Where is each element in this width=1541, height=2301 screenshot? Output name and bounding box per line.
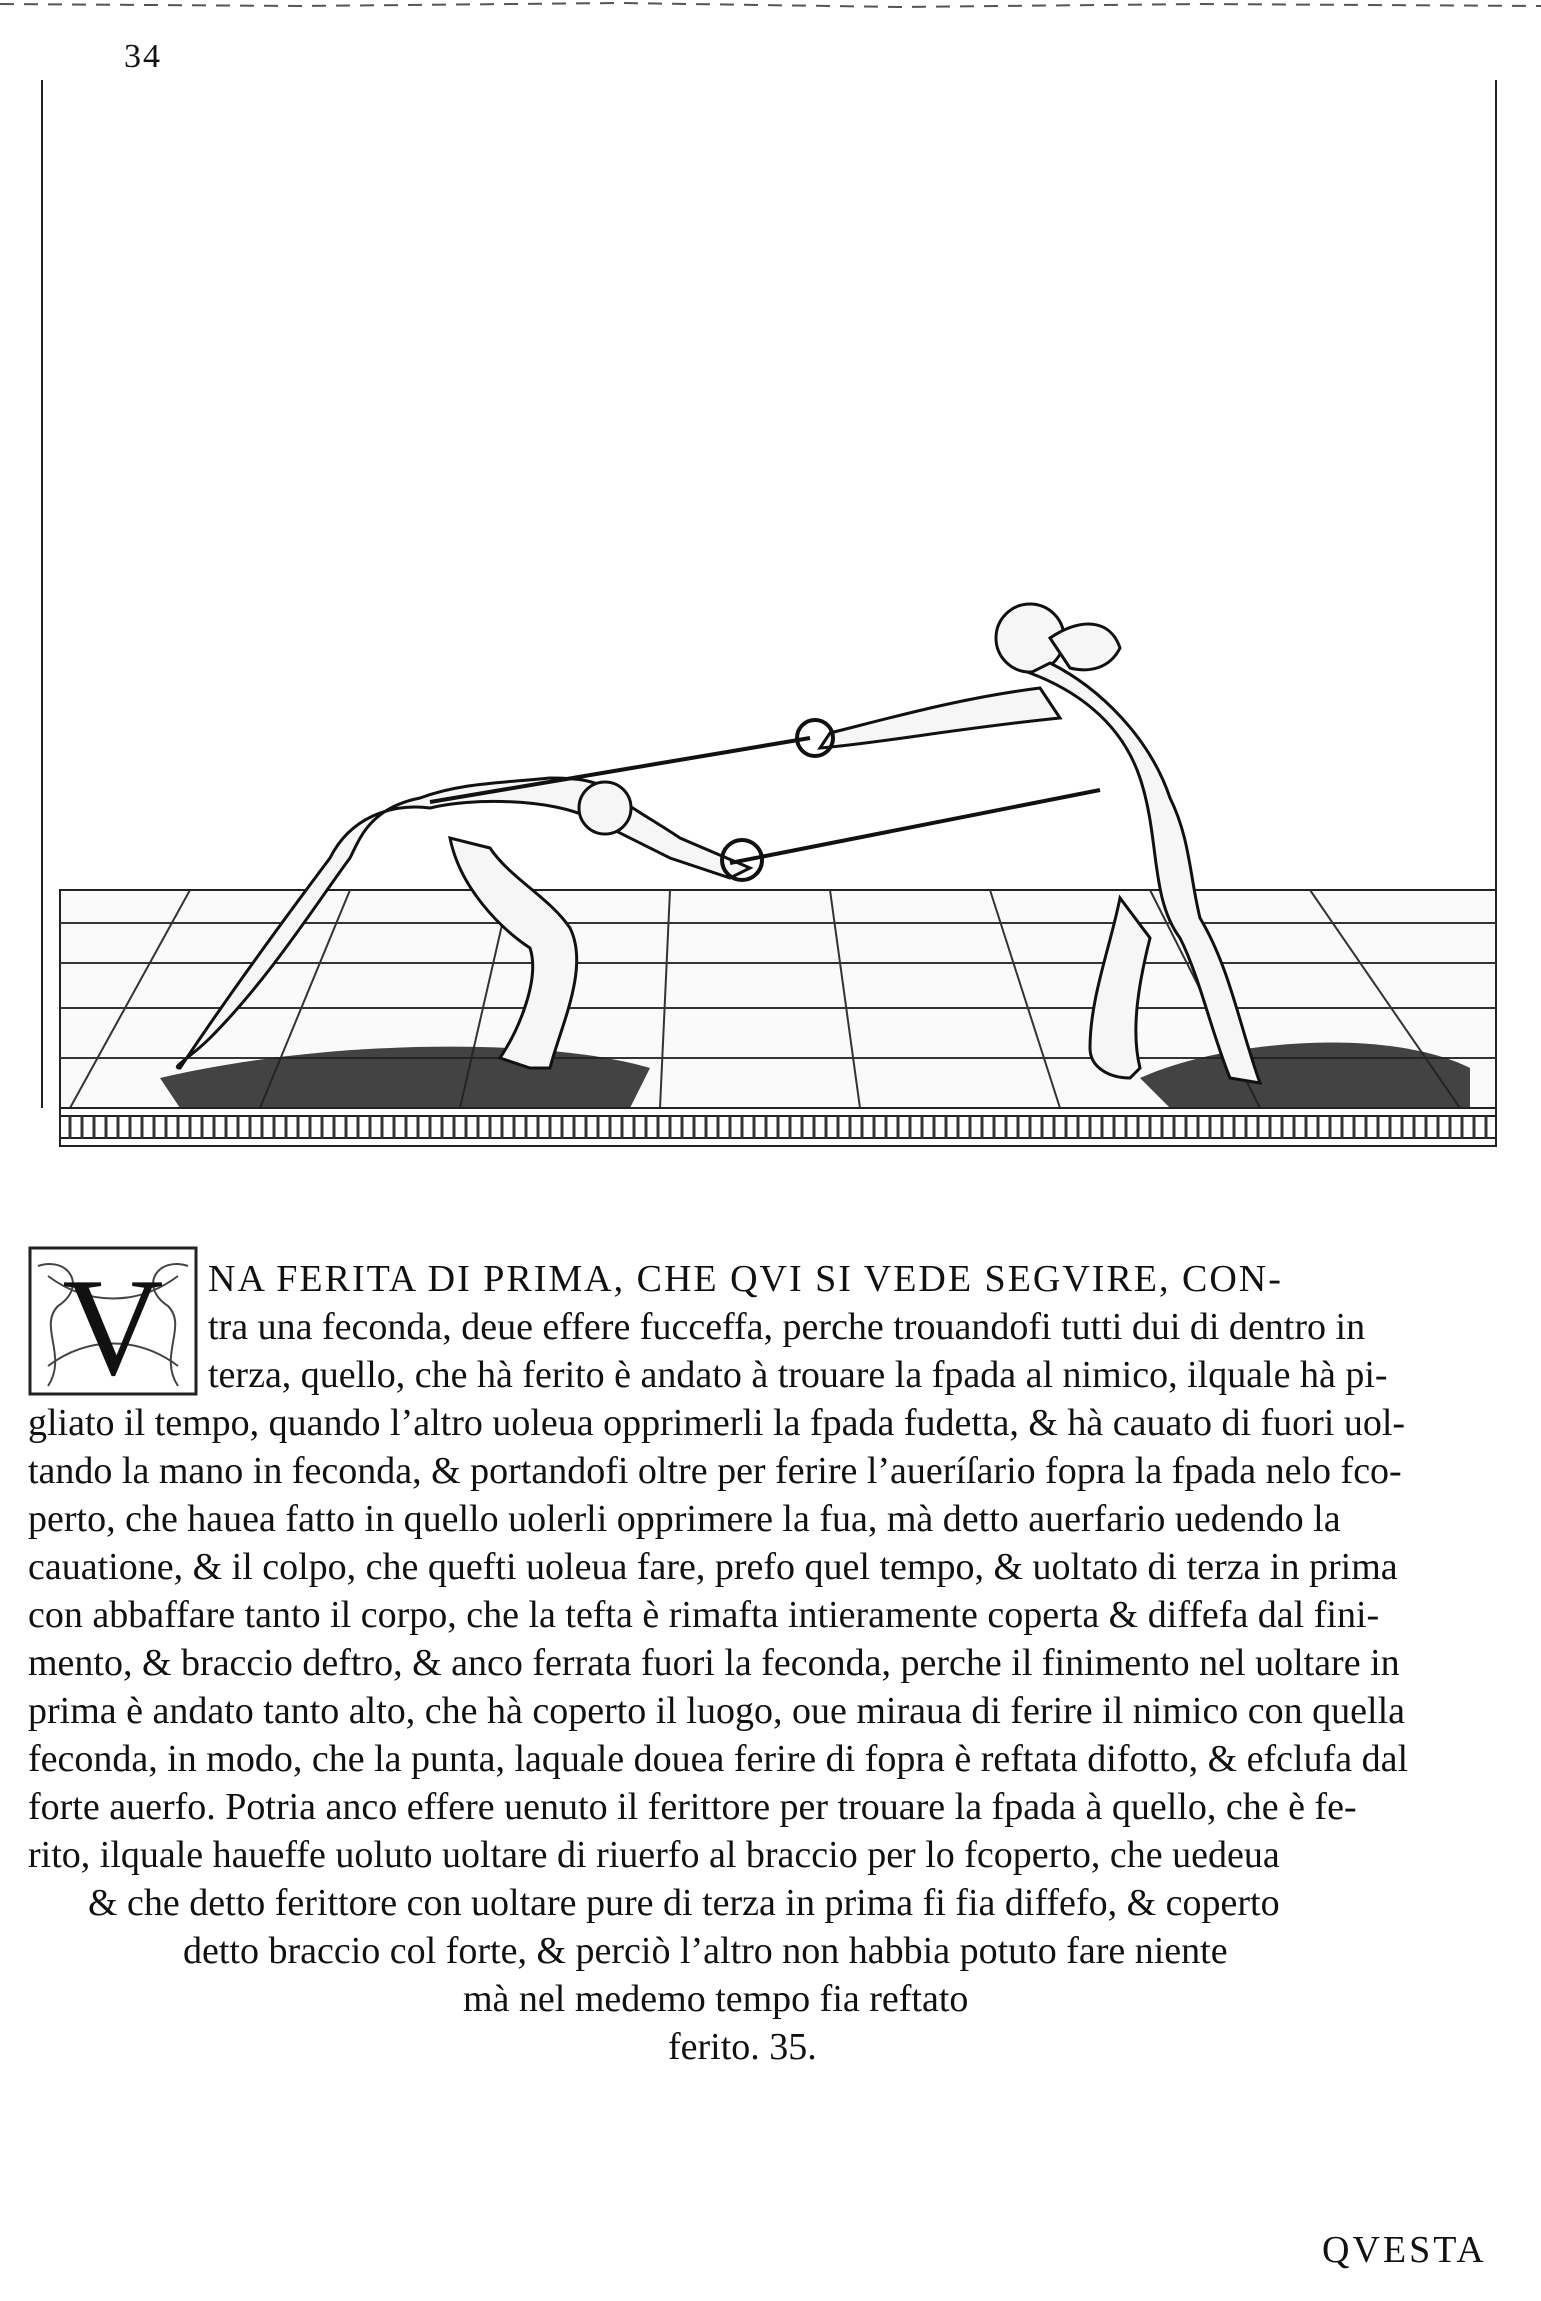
text-line: forte auerfo. Potria anco effere uenuto il ferittore per trouare la fpada à quello, che è fe- xyxy=(28,1786,1357,1828)
text-line: mento, & braccio deftro, & anco ferrata fuori la feconda, perche il finimento nel uoltare in xyxy=(28,1642,1400,1684)
text-line: rito, ilquale haueffe uoluto uoltare di riuerfo al braccio per lo fcoperto, che uedeua xyxy=(28,1834,1280,1876)
decorated-initial xyxy=(28,1246,198,1396)
page-number: 34 xyxy=(124,38,162,75)
text-line: perto, che hauea fatto in quello uolerli opprimere la fua, mà detto auerfario uedendo la xyxy=(28,1498,1341,1540)
scan-edge xyxy=(0,0,1541,24)
text-line: con abbaffare tanto il corpo, che la tefta è rimafta intieramente coperta & diffefa dal fini- xyxy=(28,1594,1380,1636)
text-line: cauatione, & il colpo, che quefti uoleua fare, prefo quel tempo, & uoltato di terza in prima xyxy=(28,1546,1398,1588)
text-line: tando la mano in feconda, & portandofi oltre per ferire l’aueríſario fopra la fpada nelo fco- xyxy=(28,1450,1402,1492)
svg-text:V: V xyxy=(62,1250,164,1396)
text-line: ferito. 35. xyxy=(668,2026,817,2068)
text-line: tra una feconda, deue effere fucceffa, perche trouandofi tutti dui di dentro in xyxy=(208,1306,1366,1348)
text-line: detto braccio col forte, & perciò l’altro non habbia potuto fare niente xyxy=(183,1930,1228,1972)
catchword: QVESTA xyxy=(1322,2229,1487,2271)
text-line: terza, quello, che hà ferito è andato à trouare la fpada al nimico, ilquale hà pi- xyxy=(208,1354,1388,1396)
text-line: feconda, in modo, che la punta, laquale doueа ferire di fopra è reftata difotto, & efclufa dal xyxy=(28,1738,1409,1780)
text-line: gliato il tempo, quando l’altro uoleua opprimerli la fpada fudetta, & hà cauato di fuori uol- xyxy=(28,1402,1406,1444)
text-line: NA FERITA DI PRIMA, CHE QVI SI VEDE SEGVIRE, CON- xyxy=(208,1258,1283,1300)
engraving-plate xyxy=(30,78,1510,1188)
text-line: prima è andato tanto alto, che hà coperto il luogo, oue miraua di ferire il nimico con quella xyxy=(28,1690,1406,1732)
text-line: mà nel medemo tempo fia reftato xyxy=(463,1978,969,2020)
text-line: & che detto ferittore con uoltare pure di terza in prima fi fia diffefo, & coperto xyxy=(88,1882,1280,1924)
